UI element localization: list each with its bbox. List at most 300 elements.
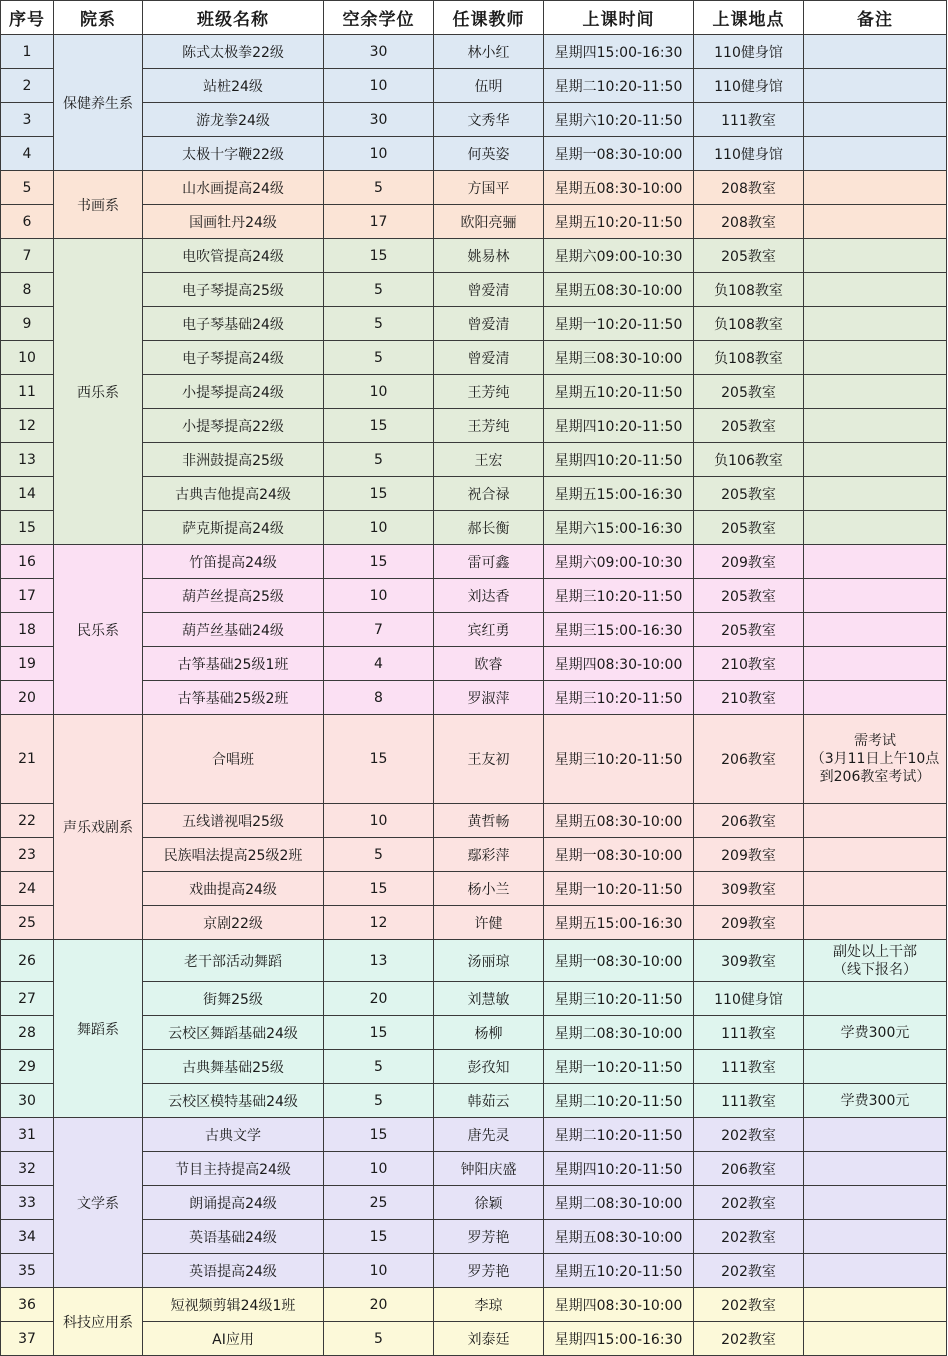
class-location: 负108教室	[694, 341, 804, 375]
table-row	[1, 511, 947, 545]
class-location: 309教室	[694, 940, 804, 982]
table-row	[1, 804, 947, 838]
class-time: 星期四08:30-10:00	[544, 1288, 694, 1322]
table-row	[1, 35, 947, 69]
class-time: 星期二10:20-11:50	[544, 1118, 694, 1152]
row-number: 33	[1, 1186, 54, 1220]
class-location: 110健身馆	[694, 137, 804, 171]
note-cell	[804, 1220, 947, 1254]
class-time: 星期五10:20-11:50	[544, 1254, 694, 1288]
row-number: 30	[1, 1084, 54, 1118]
class-time: 星期六10:20-11:50	[544, 103, 694, 137]
table-row	[1, 982, 947, 1016]
class-time: 星期一08:30-10:00	[544, 940, 694, 982]
class-time: 星期一10:20-11:50	[544, 872, 694, 906]
class-name: 京剧22级	[143, 906, 324, 940]
class-time: 星期二08:30-10:00	[544, 1016, 694, 1050]
note-cell	[804, 103, 947, 137]
teacher-name: 钟阳庆盛	[434, 1152, 544, 1186]
header-seats: 空余学位	[324, 1, 434, 35]
row-number: 17	[1, 579, 54, 613]
note-cell	[804, 1254, 947, 1288]
seats-available: 10	[324, 137, 434, 171]
header-teacher: 任课教师	[434, 1, 544, 35]
class-name: 云校区舞蹈基础24级	[143, 1016, 324, 1050]
note-cell	[804, 647, 947, 681]
class-name: 竹笛提高24级	[143, 545, 324, 579]
row-number: 25	[1, 906, 54, 940]
class-location: 205教室	[694, 375, 804, 409]
class-location: 110健身馆	[694, 982, 804, 1016]
teacher-name: 雷可鑫	[434, 545, 544, 579]
table-row	[1, 1016, 947, 1050]
class-location: 负108教室	[694, 273, 804, 307]
seats-available: 20	[324, 982, 434, 1016]
class-location: 202教室	[694, 1254, 804, 1288]
teacher-name: 曾爱清	[434, 273, 544, 307]
seats-available: 13	[324, 940, 434, 982]
teacher-name: 刘泰廷	[434, 1322, 544, 1356]
class-location: 209教室	[694, 545, 804, 579]
header-place: 上课地点	[694, 1, 804, 35]
note-cell	[804, 409, 947, 443]
seats-available: 15	[324, 1220, 434, 1254]
teacher-name: 许健	[434, 906, 544, 940]
class-time: 星期六15:00-16:30	[544, 511, 694, 545]
table-row	[1, 443, 947, 477]
teacher-name: 何英姿	[434, 137, 544, 171]
table-row	[1, 940, 947, 982]
table-row	[1, 545, 947, 579]
teacher-name: 刘慧敏	[434, 982, 544, 1016]
note-cell	[804, 307, 947, 341]
row-number: 14	[1, 477, 54, 511]
department-cell: 文学系	[54, 1118, 143, 1288]
seats-available: 15	[324, 1118, 434, 1152]
note-cell	[804, 511, 947, 545]
note-cell	[804, 982, 947, 1016]
class-location: 110健身馆	[694, 35, 804, 69]
class-name: 葫芦丝基础24级	[143, 613, 324, 647]
seats-available: 5	[324, 273, 434, 307]
seats-available: 10	[324, 1152, 434, 1186]
note-cell	[804, 579, 947, 613]
note-cell	[804, 171, 947, 205]
seats-available: 17	[324, 205, 434, 239]
seats-available: 15	[324, 715, 434, 804]
teacher-name: 林小红	[434, 35, 544, 69]
table-row	[1, 69, 947, 103]
class-name: 山水画提高24级	[143, 171, 324, 205]
seats-available: 7	[324, 613, 434, 647]
table-row	[1, 838, 947, 872]
class-name: 民族唱法提高25级2班	[143, 838, 324, 872]
class-location: 206教室	[694, 1152, 804, 1186]
seats-available: 10	[324, 579, 434, 613]
teacher-name: 姚易林	[434, 239, 544, 273]
class-location: 202教室	[694, 1322, 804, 1356]
class-location: 210教室	[694, 681, 804, 715]
class-location: 205教室	[694, 477, 804, 511]
class-name: 小提琴提高22级	[143, 409, 324, 443]
class-location: 205教室	[694, 239, 804, 273]
table-row	[1, 1220, 947, 1254]
teacher-name: 王芳纯	[434, 409, 544, 443]
class-name: 戏曲提高24级	[143, 872, 324, 906]
header-row	[1, 1, 947, 35]
seats-available: 12	[324, 906, 434, 940]
class-location: 208教室	[694, 171, 804, 205]
class-name: 古典舞基础25级	[143, 1050, 324, 1084]
class-location: 209教室	[694, 906, 804, 940]
class-name: 街舞25级	[143, 982, 324, 1016]
row-number: 36	[1, 1288, 54, 1322]
row-number: 23	[1, 838, 54, 872]
row-number: 37	[1, 1322, 54, 1356]
table-row	[1, 1288, 947, 1322]
row-number: 3	[1, 103, 54, 137]
row-number: 12	[1, 409, 54, 443]
note-cell	[804, 375, 947, 409]
class-time: 星期五15:00-16:30	[544, 477, 694, 511]
teacher-name: 曾爱清	[434, 341, 544, 375]
teacher-name: 徐颖	[434, 1186, 544, 1220]
row-number: 6	[1, 205, 54, 239]
class-time: 星期五10:20-11:50	[544, 205, 694, 239]
teacher-name: 曾爱清	[434, 307, 544, 341]
class-location: 111教室	[694, 1016, 804, 1050]
teacher-name: 王友初	[434, 715, 544, 804]
teacher-name: 李琼	[434, 1288, 544, 1322]
row-number: 31	[1, 1118, 54, 1152]
row-number: 9	[1, 307, 54, 341]
teacher-name: 欧阳亮骊	[434, 205, 544, 239]
class-name: 古典文学	[143, 1118, 324, 1152]
class-name: AI应用	[143, 1322, 324, 1356]
department-cell: 科技应用系	[54, 1288, 143, 1356]
department-cell: 书画系	[54, 171, 143, 239]
class-time: 星期四10:20-11:50	[544, 443, 694, 477]
class-name: 云校区模特基础24级	[143, 1084, 324, 1118]
seats-available: 25	[324, 1186, 434, 1220]
class-time: 星期五08:30-10:00	[544, 171, 694, 205]
note-cell	[804, 205, 947, 239]
note-cell	[804, 239, 947, 273]
class-location: 205教室	[694, 613, 804, 647]
row-number: 26	[1, 940, 54, 982]
class-name: 短视频剪辑24级1班	[143, 1288, 324, 1322]
table-row	[1, 1186, 947, 1220]
class-time: 星期四15:00-16:30	[544, 35, 694, 69]
class-time: 星期六09:00-10:30	[544, 239, 694, 273]
class-name: 电子琴提高25级	[143, 273, 324, 307]
note-cell	[804, 804, 947, 838]
note-cell: 需考试 （3月11日上午10点 到206教室考试）	[804, 715, 947, 804]
note-cell	[804, 906, 947, 940]
note-cell	[804, 1152, 947, 1186]
teacher-name: 杨柳	[434, 1016, 544, 1050]
seats-available: 10	[324, 1254, 434, 1288]
header-time: 上课时间	[544, 1, 694, 35]
row-number: 16	[1, 545, 54, 579]
class-time: 星期六09:00-10:30	[544, 545, 694, 579]
note-cell	[804, 341, 947, 375]
class-time: 星期四15:00-16:30	[544, 1322, 694, 1356]
row-number: 32	[1, 1152, 54, 1186]
row-number: 5	[1, 171, 54, 205]
row-number: 7	[1, 239, 54, 273]
class-location: 205教室	[694, 409, 804, 443]
table-row	[1, 1254, 947, 1288]
teacher-name: 韩茹云	[434, 1084, 544, 1118]
teacher-name: 祝合禄	[434, 477, 544, 511]
table-row	[1, 1050, 947, 1084]
note-cell	[804, 872, 947, 906]
note-cell	[804, 1288, 947, 1322]
department-cell: 舞蹈系	[54, 940, 143, 1118]
teacher-name: 鄢彩萍	[434, 838, 544, 872]
class-location: 205教室	[694, 511, 804, 545]
teacher-name: 方国平	[434, 171, 544, 205]
row-number: 24	[1, 872, 54, 906]
row-number: 19	[1, 647, 54, 681]
seats-available: 5	[324, 171, 434, 205]
class-name: 太极十字鞭22级	[143, 137, 324, 171]
class-time: 星期四10:20-11:50	[544, 409, 694, 443]
table-row	[1, 579, 947, 613]
table-row	[1, 715, 947, 804]
table-row	[1, 681, 947, 715]
class-time: 星期三10:20-11:50	[544, 681, 694, 715]
seats-available: 10	[324, 804, 434, 838]
seats-available: 5	[324, 341, 434, 375]
teacher-name: 罗淑萍	[434, 681, 544, 715]
row-number: 21	[1, 715, 54, 804]
seats-available: 5	[324, 443, 434, 477]
class-name: 古典吉他提高24级	[143, 477, 324, 511]
table-row	[1, 103, 947, 137]
teacher-name: 唐先灵	[434, 1118, 544, 1152]
class-time: 星期五08:30-10:00	[544, 1220, 694, 1254]
row-number: 15	[1, 511, 54, 545]
row-number: 29	[1, 1050, 54, 1084]
row-number: 27	[1, 982, 54, 1016]
class-time: 星期三10:20-11:50	[544, 715, 694, 804]
table-row	[1, 1322, 947, 1356]
seats-available: 15	[324, 1016, 434, 1050]
class-location: 309教室	[694, 872, 804, 906]
row-number: 34	[1, 1220, 54, 1254]
table-row	[1, 307, 947, 341]
teacher-name: 汤丽琼	[434, 940, 544, 982]
seats-available: 5	[324, 1050, 434, 1084]
department-cell: 西乐系	[54, 239, 143, 545]
row-number: 4	[1, 137, 54, 171]
note-cell	[804, 137, 947, 171]
class-name: 英语提高24级	[143, 1254, 324, 1288]
class-name: 节目主持提高24级	[143, 1152, 324, 1186]
class-time: 星期二08:30-10:00	[544, 1186, 694, 1220]
row-number: 2	[1, 69, 54, 103]
class-name: 合唱班	[143, 715, 324, 804]
class-time: 星期二10:20-11:50	[544, 69, 694, 103]
class-name: 朗诵提高24级	[143, 1186, 324, 1220]
class-time: 星期五15:00-16:30	[544, 906, 694, 940]
table-row	[1, 409, 947, 443]
row-number: 20	[1, 681, 54, 715]
class-time: 星期四08:30-10:00	[544, 647, 694, 681]
teacher-name: 杨小兰	[434, 872, 544, 906]
class-location: 负108教室	[694, 307, 804, 341]
table-row	[1, 171, 947, 205]
class-name: 古筝基础25级2班	[143, 681, 324, 715]
row-number: 35	[1, 1254, 54, 1288]
row-number: 1	[1, 35, 54, 69]
class-name: 五线谱视唱25级	[143, 804, 324, 838]
note-cell	[804, 1050, 947, 1084]
class-time: 星期四10:20-11:50	[544, 1152, 694, 1186]
class-time: 星期五08:30-10:00	[544, 273, 694, 307]
table-row	[1, 1084, 947, 1118]
note-cell	[804, 69, 947, 103]
header-dept: 院系	[54, 1, 143, 35]
class-name: 非洲鼓提高25级	[143, 443, 324, 477]
note-cell: 副处以上干部 （线下报名）	[804, 940, 947, 982]
table-row	[1, 137, 947, 171]
table-row	[1, 205, 947, 239]
class-location: 209教室	[694, 838, 804, 872]
seats-available: 30	[324, 103, 434, 137]
table-row	[1, 613, 947, 647]
class-name: 电子琴基础24级	[143, 307, 324, 341]
class-time: 星期一10:20-11:50	[544, 307, 694, 341]
note-cell	[804, 1322, 947, 1356]
header-no: 序号	[1, 1, 54, 35]
class-time: 星期五10:20-11:50	[544, 375, 694, 409]
note-cell: 学费300元	[804, 1084, 947, 1118]
row-number: 13	[1, 443, 54, 477]
class-name: 游龙拳24级	[143, 103, 324, 137]
row-number: 28	[1, 1016, 54, 1050]
class-time: 星期三15:00-16:30	[544, 613, 694, 647]
teacher-name: 黄哲畅	[434, 804, 544, 838]
note-cell	[804, 273, 947, 307]
table-row	[1, 1152, 947, 1186]
row-number: 11	[1, 375, 54, 409]
class-location: 111教室	[694, 1050, 804, 1084]
note-cell	[804, 838, 947, 872]
class-location: 202教室	[694, 1186, 804, 1220]
class-name: 电子琴提高24级	[143, 341, 324, 375]
table-row	[1, 872, 947, 906]
note-cell	[804, 681, 947, 715]
teacher-name: 王宏	[434, 443, 544, 477]
department-cell: 民乐系	[54, 545, 143, 715]
class-name: 葫芦丝提高25级	[143, 579, 324, 613]
seats-available: 15	[324, 477, 434, 511]
seats-available: 10	[324, 69, 434, 103]
note-cell	[804, 1118, 947, 1152]
table-row	[1, 1118, 947, 1152]
class-location: 110健身馆	[694, 69, 804, 103]
table-row	[1, 375, 947, 409]
class-location: 205教室	[694, 579, 804, 613]
class-location: 210教室	[694, 647, 804, 681]
class-name: 萨克斯提高24级	[143, 511, 324, 545]
class-location: 206教室	[694, 715, 804, 804]
teacher-name: 罗芳艳	[434, 1254, 544, 1288]
teacher-name: 彭孜知	[434, 1050, 544, 1084]
class-time: 星期一10:20-11:50	[544, 1050, 694, 1084]
class-name: 站桩24级	[143, 69, 324, 103]
seats-available: 5	[324, 1322, 434, 1356]
class-time: 星期三08:30-10:00	[544, 341, 694, 375]
class-location: 202教室	[694, 1220, 804, 1254]
note-cell: 学费300元	[804, 1016, 947, 1050]
table-row	[1, 273, 947, 307]
class-location: 负106教室	[694, 443, 804, 477]
teacher-name: 宾红勇	[434, 613, 544, 647]
teacher-name: 王芳纯	[434, 375, 544, 409]
row-number: 8	[1, 273, 54, 307]
class-name: 陈式太极拳22级	[143, 35, 324, 69]
seats-available: 5	[324, 1084, 434, 1118]
class-time: 星期一08:30-10:00	[544, 838, 694, 872]
seats-available: 10	[324, 511, 434, 545]
table-row	[1, 239, 947, 273]
seats-available: 10	[324, 375, 434, 409]
class-time: 星期二10:20-11:50	[544, 1084, 694, 1118]
seats-available: 20	[324, 1288, 434, 1322]
class-name: 小提琴提高24级	[143, 375, 324, 409]
seats-available: 30	[324, 35, 434, 69]
class-time: 星期一08:30-10:00	[544, 137, 694, 171]
table-body	[1, 35, 947, 1356]
note-cell	[804, 35, 947, 69]
class-time: 星期三10:20-11:50	[544, 982, 694, 1016]
seats-available: 8	[324, 681, 434, 715]
seats-available: 15	[324, 545, 434, 579]
class-time: 星期三10:20-11:50	[544, 579, 694, 613]
header-class-name: 班级名称	[143, 1, 324, 35]
class-name: 老干部活动舞蹈	[143, 940, 324, 982]
class-location: 202教室	[694, 1288, 804, 1322]
department-cell: 声乐戏剧系	[54, 715, 143, 940]
table-row	[1, 341, 947, 375]
class-name: 英语基础24级	[143, 1220, 324, 1254]
class-name: 国画牡丹24级	[143, 205, 324, 239]
teacher-name: 欧睿	[434, 647, 544, 681]
teacher-name: 文秀华	[434, 103, 544, 137]
class-location: 111教室	[694, 103, 804, 137]
row-number: 10	[1, 341, 54, 375]
table-row	[1, 647, 947, 681]
note-cell	[804, 613, 947, 647]
class-name: 电吹管提高24级	[143, 239, 324, 273]
seats-available: 15	[324, 409, 434, 443]
row-number: 22	[1, 804, 54, 838]
class-time: 星期五08:30-10:00	[544, 804, 694, 838]
table-row	[1, 477, 947, 511]
seats-available: 4	[324, 647, 434, 681]
row-number: 18	[1, 613, 54, 647]
seats-available: 15	[324, 239, 434, 273]
header-note: 备注	[804, 1, 947, 35]
seats-available: 15	[324, 872, 434, 906]
teacher-name: 郝长衡	[434, 511, 544, 545]
teacher-name: 伍明	[434, 69, 544, 103]
note-cell	[804, 1186, 947, 1220]
